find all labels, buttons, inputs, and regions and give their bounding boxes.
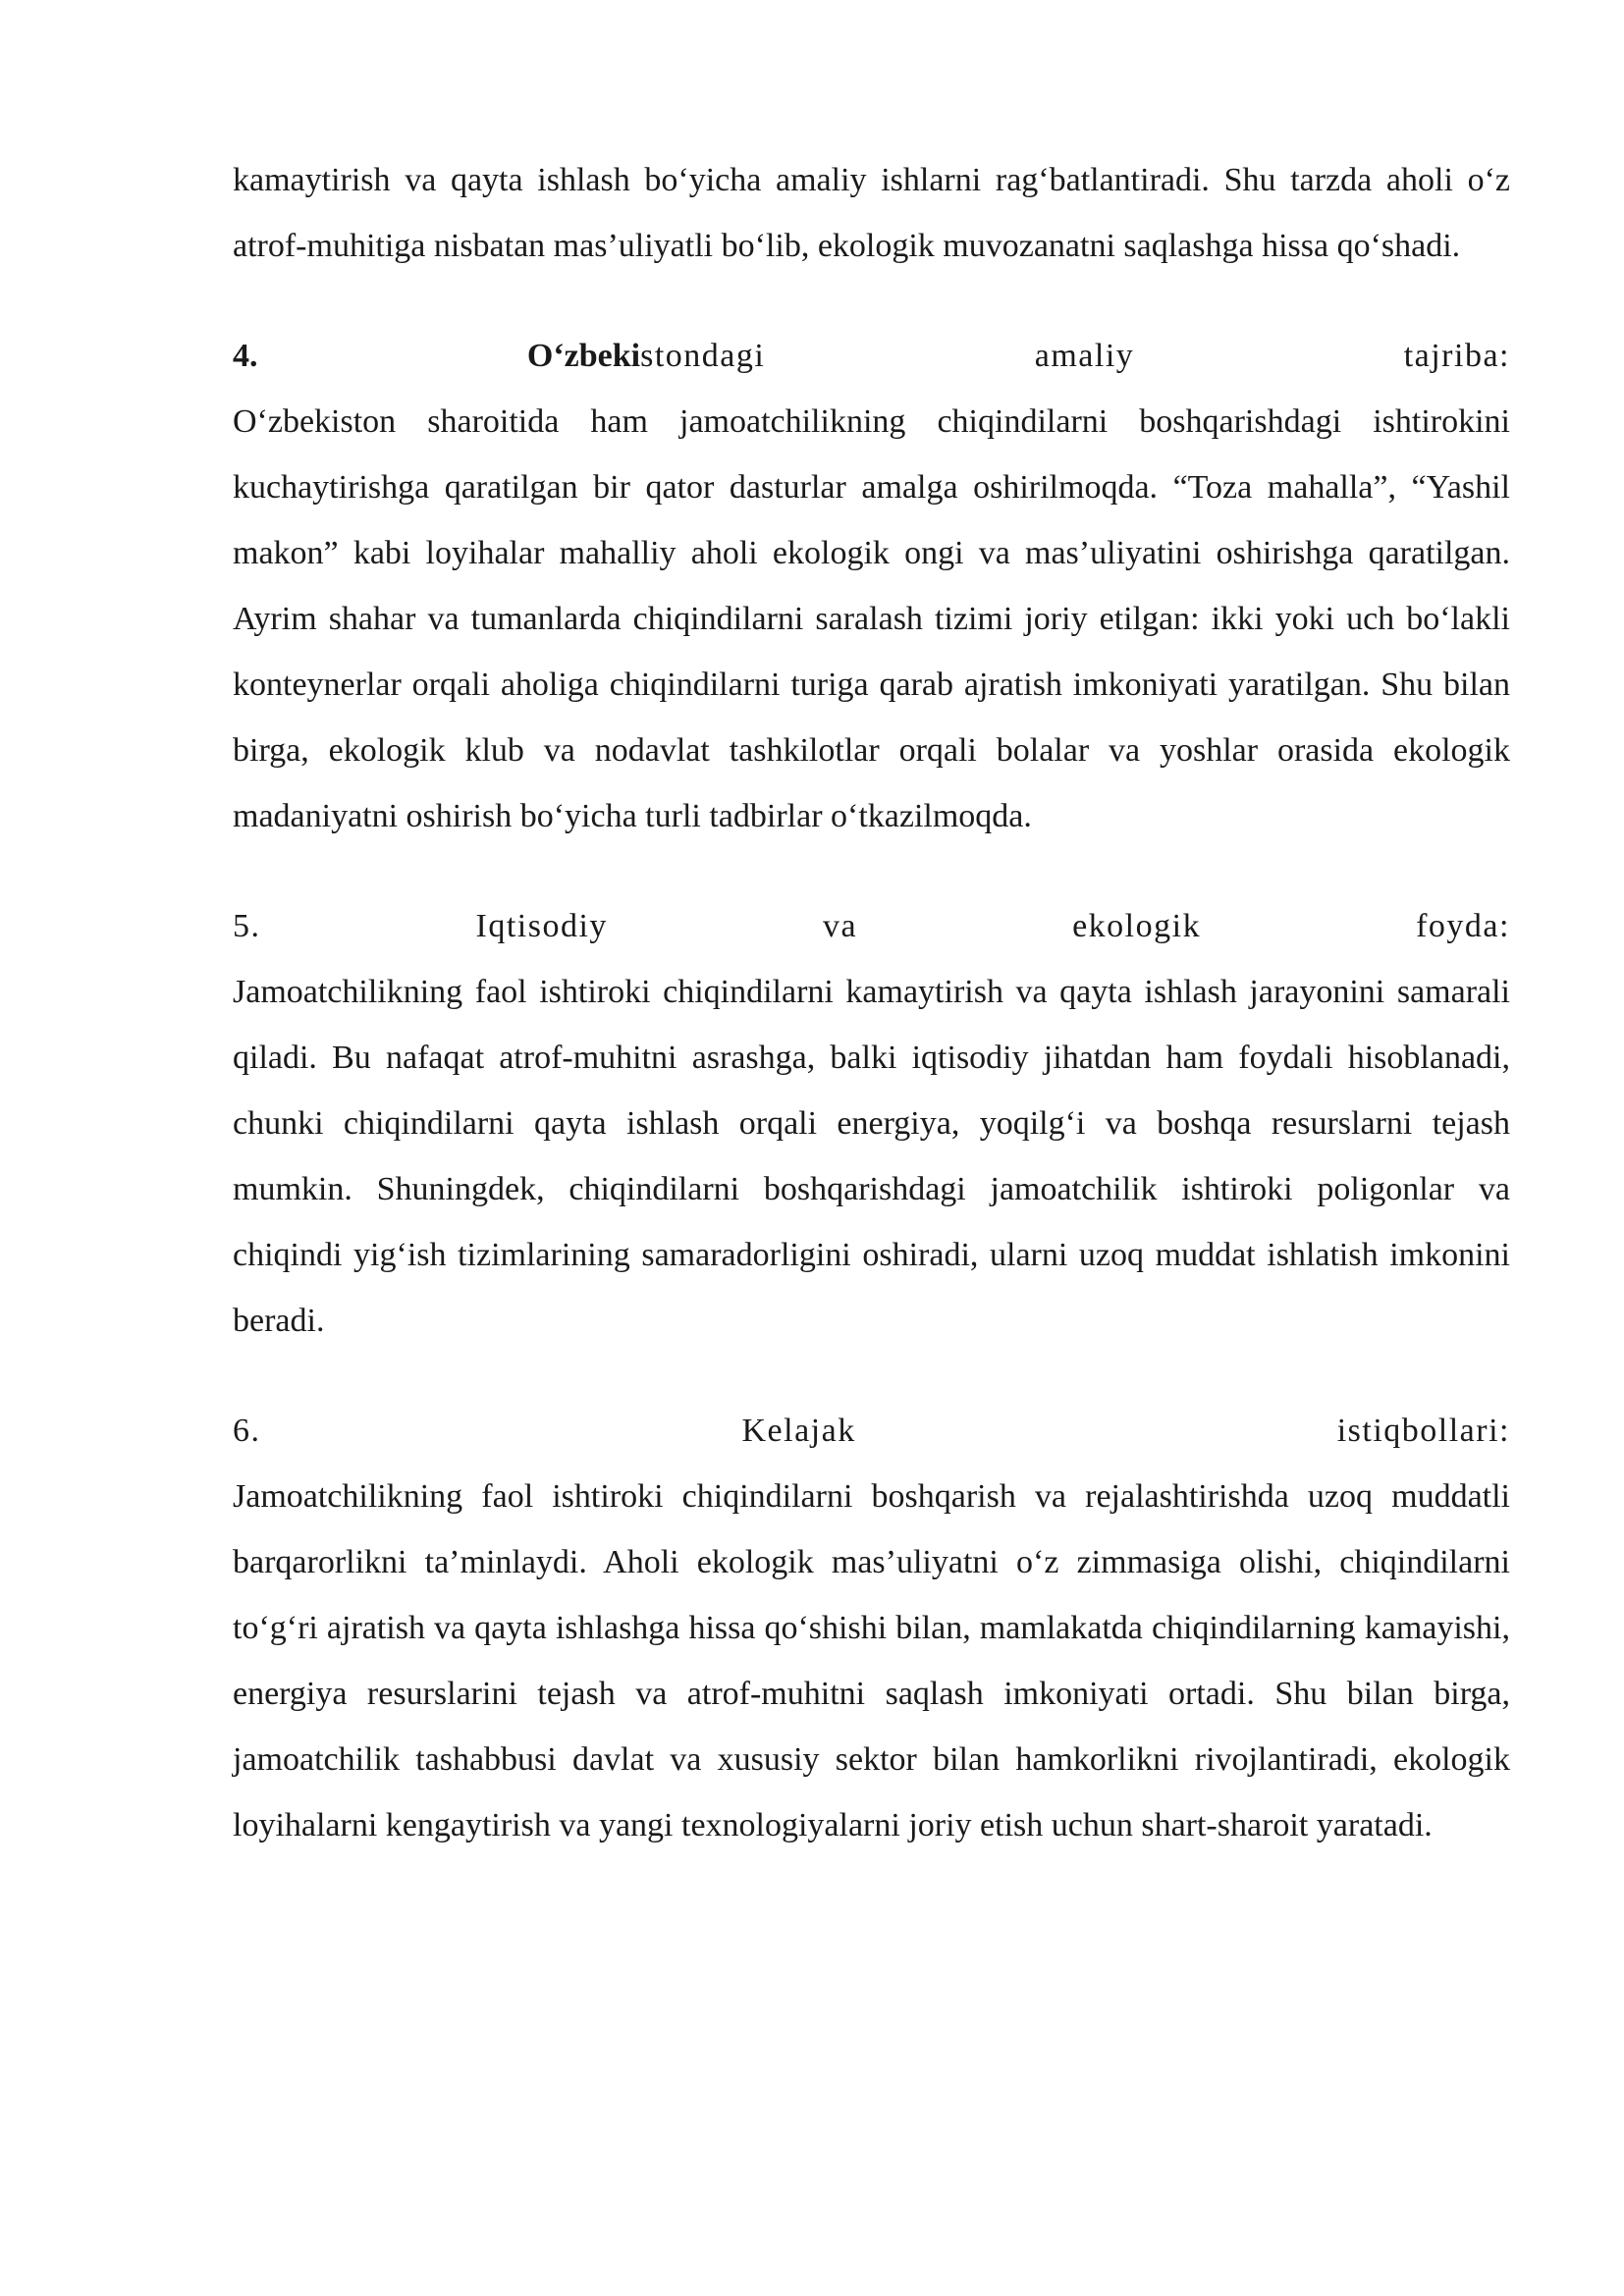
section-5-body: Jamoatchilikning faol ishtiroki chiqindilarni kamaytirish va qayta ishlash jarayonini samarali qiladi. Bu nafaqat atrof-muhitni asrashga, balki iqtisodiy jihatdan ham foydali hisoblanadi, chunki chiqindilarni qayta ishlash orqali energiya, yoqilg‘i va boshqa resurslarni tejash mumkin. Shuningdek, chiqindilarni boshqarishdagi jamoatchilik ishtiroki poligonlar va chiqindi yig‘ish tizimlarining samaradorligini oshiradi, ularni uzoq muddat ishlatish imkonini beradi. <box>233 974 1510 1339</box>
section-4 <box>233 323 1510 849</box>
section-4-heading <box>233 323 1510 389</box>
section-5-title-word-1: Iqtisodiy <box>475 908 608 944</box>
section-4-title-bold-part: O‘zbeki <box>526 338 641 374</box>
section-6-heading <box>233 1398 1510 1464</box>
section-5 <box>233 893 1510 1354</box>
section-5-title-word-4: foyda: <box>1416 908 1510 944</box>
section-6 <box>233 1398 1510 1858</box>
section-4-title-rest-part: stondagi <box>640 338 766 374</box>
section-4-title-word-2: amaliy <box>1034 338 1135 374</box>
section-6-title-word-1: Kelajak <box>741 1413 856 1449</box>
section-5-number: 5. <box>233 908 261 944</box>
section-5-title-word-3: ekologik <box>1072 908 1202 944</box>
section-6-title-word-2: istiqbollari: <box>1336 1413 1510 1449</box>
section-4-title-word-3: tajriba: <box>1403 338 1510 374</box>
section-5-heading <box>233 893 1510 959</box>
section-5-title-word-2: va <box>822 908 858 944</box>
intro-paragraph: kamaytirish va qayta ishlash bo‘yicha amaliy ishlarni rag‘batlantiradi. Shu tarzda aholi o‘z atrof-muhitiga nisbatan mas’uliyatli bo‘lib, ekologik muvozanatni saqlashga hissa qo‘shadi. <box>233 162 1510 264</box>
section-4-number: 4. <box>233 338 258 374</box>
section-6-number: 6. <box>233 1413 261 1449</box>
section-6-body: Jamoatchilikning faol ishtiroki chiqindilarni boshqarish va rejalashtirishda uzoq muddatli barqarorlikni ta’minlaydi. Aholi ekologik mas’uliyatni o‘z zimmasiga olishi, chiqindilarni to‘g‘ri ajratish va qayta ishlashga hissa qo‘shishi bilan, mamlakatda chiqindilarning kamayishi, energiya resurslarini tejash va atrof-muhitni saqlash imkoniyati ortadi. Shu bilan birga, jamoatchilik tashabbusi davlat va xususiy sektor bilan hamkorlikni rivojlantiradi, ekologik loyihalarni kengaytirish va yangi texnologiyalarni joriy etish uchun shart-sharoit yaratadi. <box>233 1478 1510 1843</box>
document-body <box>233 147 1510 1858</box>
section-4-body: O‘zbekiston sharoitida ham jamoatchilikning chiqindilarni boshqarishdagi ishtirokini kuchaytirishga qaratilgan bir qator dasturlar amalga oshirilmoqda. “Toza mahalla”, “Yashil makon” kabi loyihalar mahalliy aholi ekologik ongi va mas’uliyatini oshirishga qaratilgan. Ayrim shahar va tumanlarda chiqindilarni saralash tizimi joriy etilgan: ikki yoki uch bo‘lakli konteynerlar orqali aholiga chiqindilarni turiga qarab ajratish imkoniyati yaratilgan. Shu bilan birga, ekologik klub va nodavlat tashkilotlar orqali bolalar va yoshlar orasida ekologik madaniyatni oshirish bo‘yicha turli tadbirlar o‘tkazilmoqda. <box>233 403 1510 834</box>
section-4-title-word-1 <box>527 323 765 389</box>
